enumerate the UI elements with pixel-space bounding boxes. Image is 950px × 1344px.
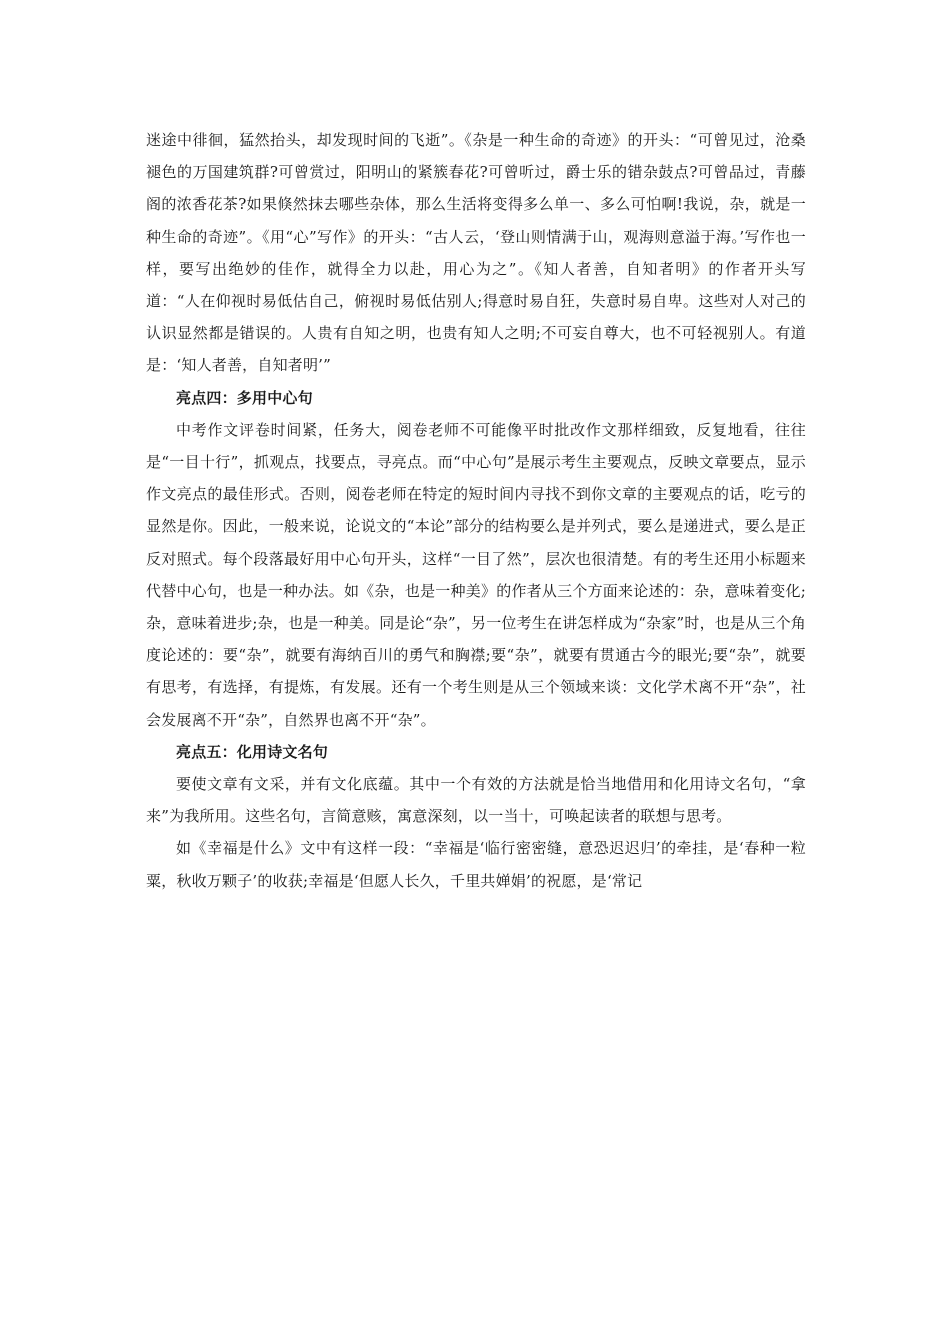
section-heading-highlight-five: 亮点五：化用诗文名句 [176,742,329,761]
paragraph-poetry-quotes: 要使文章有文采，并有文化底蕴。其中一个有效的方法就是恰当地借用和化用诗文名句，“拿来”为我所用。这些名句，言简意赅，寓意深刻，以一当十，可唤起读者的联想与思考。 [146,775,806,826]
section-heading-highlight-four: 亮点四：多用中心句 [176,388,313,407]
paragraph-happiness-example: 如《幸福是什么》文中有这样一段：“幸福是‘临行密密缝，意恐迟迟归’的牵挂，是‘春种一粒粟，秋收万颗子’的收获;幸福是‘但愿人长久，千里共婵娟’的祝愿，是‘常记 [146,839,806,890]
document-page [146,124,806,897]
paragraph-opening-examples: 迷途中徘徊，猛然抬头，却发现时间的飞逝”。《杂是一种生命的奇迹》的开头：“可曾见过，沧桑褪色的万国建筑群?可曾赏过，阳明山的紧簇春花?可曾听过，爵士乐的错杂鼓点?可曾品过，青藤阁的浓香花茶?如果倏然抹去哪些杂体，那么生活将变得多么单一、多么可怕啊!我说，杂，就是一种生命的奇迹”。《用“心”写作》的开头：“古人云，‘登山则情满于山，观海则意溢于海。’写作也一样，要写出绝妙的佳作，就得全力以赴，用心为之”。《知人者善，自知者明》的作者开头写道：“人在仰视时易低估自己，俯视时易低估别人;得意时易自狂，失意时易自卑。这些对人对己的认识显然都是错误的。人贵有自知之明，也贵有知人之明;不可妄自尊大，也不可轻视别人。有道是：‘知人者善，自知者明’” [146,131,806,375]
paragraph-central-sentences: 中考作文评卷时间紧，任务大，阅卷老师不可能像平时批改作文那样细致，反复地看，往往是“一目十行”，抓观点，找要点，寻亮点。而“中心句”是展示考生主要观点，反映文章要点，显示作文亮点的最佳形式。否则，阅卷老师在特定的短时间内寻找不到你文章的主要观点的话，吃亏的显然是你。因此，一般来说，论说文的“本论”部分的结构要么是并列式，要么是递进式，要么是正反对照式。每个段落最好用中心句开头，这样“一目了然”，层次也很清楚。有的考生还用小标题来代替中心句，也是一种办法。如《杂，也是一种美》的作者从三个方面来论述的：杂，意味着变化;杂，意味着进步;杂，也是一种美。同是论“杂”，另一位考生在讲怎样成为“杂家”时，也是从三个角度论述的：要“杂”，就要有海纳百川的勇气和胸襟;要“杂”，就要有贯通古今的眼光;要“杂”，就要有思考，有选择，有提炼，有发展。还有一个考生则是从三个领域来谈：文化学术离不开“杂”，社会发展离不开“杂”，自然界也离不开“杂”。 [146,420,806,729]
